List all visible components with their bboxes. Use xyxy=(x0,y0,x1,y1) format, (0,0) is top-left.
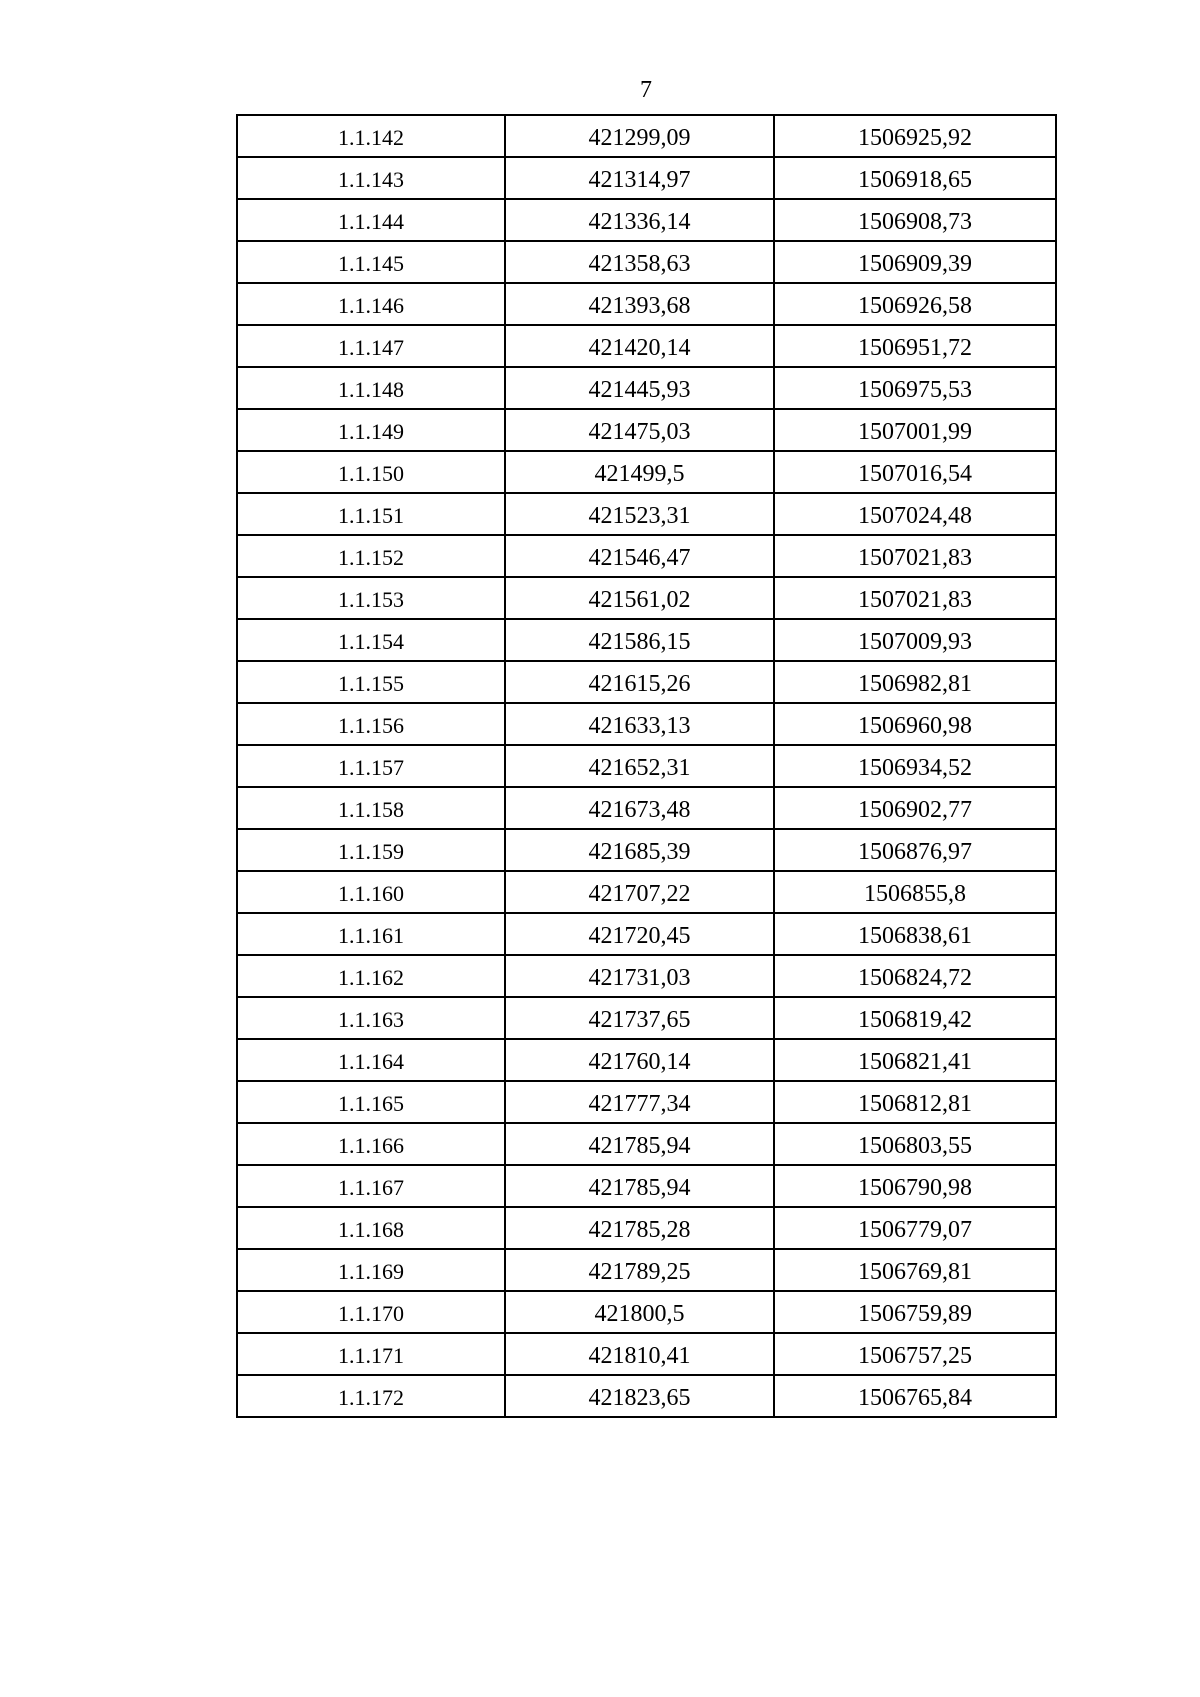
point-id-cell: 1.1.169 xyxy=(237,1249,505,1291)
x-coordinate-cell: 421737,65 xyxy=(505,997,774,1039)
table-row xyxy=(237,997,1056,1039)
point-id-cell: 1.1.170 xyxy=(237,1291,505,1333)
x-coordinate-cell: 421785,28 xyxy=(505,1207,774,1249)
y-coordinate-cell: 1506819,42 xyxy=(774,997,1056,1039)
table-row xyxy=(237,703,1056,745)
point-id-cell: 1.1.147 xyxy=(237,325,505,367)
x-coordinate-cell: 421445,93 xyxy=(505,367,774,409)
y-coordinate-cell: 1506812,81 xyxy=(774,1081,1056,1123)
table-row xyxy=(237,1081,1056,1123)
point-id-cell: 1.1.172 xyxy=(237,1375,505,1417)
y-coordinate-cell: 1506951,72 xyxy=(774,325,1056,367)
table-row xyxy=(237,619,1056,661)
x-coordinate-cell: 421707,22 xyxy=(505,871,774,913)
x-coordinate-cell: 421561,02 xyxy=(505,577,774,619)
y-coordinate-cell: 1507024,48 xyxy=(774,493,1056,535)
y-coordinate-cell: 1506960,98 xyxy=(774,703,1056,745)
point-id-cell: 1.1.157 xyxy=(237,745,505,787)
point-id-cell: 1.1.161 xyxy=(237,913,505,955)
point-id-cell: 1.1.156 xyxy=(237,703,505,745)
table-row xyxy=(237,157,1056,199)
table-row xyxy=(237,535,1056,577)
table-row xyxy=(237,1249,1056,1291)
y-coordinate-cell: 1506975,53 xyxy=(774,367,1056,409)
table-row xyxy=(237,493,1056,535)
table-row xyxy=(237,955,1056,997)
x-coordinate-cell: 421685,39 xyxy=(505,829,774,871)
x-coordinate-cell: 421823,65 xyxy=(505,1375,774,1417)
y-coordinate-cell: 1507009,93 xyxy=(774,619,1056,661)
y-coordinate-cell: 1506765,84 xyxy=(774,1375,1056,1417)
x-coordinate-cell: 421358,63 xyxy=(505,241,774,283)
table-row xyxy=(237,787,1056,829)
table-row xyxy=(237,1123,1056,1165)
x-coordinate-cell: 421420,14 xyxy=(505,325,774,367)
x-coordinate-cell: 421336,14 xyxy=(505,199,774,241)
point-id-cell: 1.1.142 xyxy=(237,115,505,157)
point-id-cell: 1.1.160 xyxy=(237,871,505,913)
table-row xyxy=(237,1375,1056,1417)
y-coordinate-cell: 1506838,61 xyxy=(774,913,1056,955)
point-id-cell: 1.1.149 xyxy=(237,409,505,451)
y-coordinate-cell: 1506909,39 xyxy=(774,241,1056,283)
y-coordinate-cell: 1506790,98 xyxy=(774,1165,1056,1207)
x-coordinate-cell: 421586,15 xyxy=(505,619,774,661)
y-coordinate-cell: 1506779,07 xyxy=(774,1207,1056,1249)
point-id-cell: 1.1.144 xyxy=(237,199,505,241)
y-coordinate-cell: 1506934,52 xyxy=(774,745,1056,787)
point-id-cell: 1.1.155 xyxy=(237,661,505,703)
point-id-cell: 1.1.166 xyxy=(237,1123,505,1165)
table-row xyxy=(237,199,1056,241)
table-row xyxy=(237,1291,1056,1333)
x-coordinate-cell: 421475,03 xyxy=(505,409,774,451)
table-row xyxy=(237,1039,1056,1081)
point-id-cell: 1.1.168 xyxy=(237,1207,505,1249)
point-id-cell: 1.1.163 xyxy=(237,997,505,1039)
x-coordinate-cell: 421299,09 xyxy=(505,115,774,157)
x-coordinate-cell: 421785,94 xyxy=(505,1165,774,1207)
x-coordinate-cell: 421760,14 xyxy=(505,1039,774,1081)
table-row xyxy=(237,409,1056,451)
table-row xyxy=(237,913,1056,955)
table-row xyxy=(237,745,1056,787)
y-coordinate-cell: 1506908,73 xyxy=(774,199,1056,241)
x-coordinate-cell: 421652,31 xyxy=(505,745,774,787)
table-row xyxy=(237,367,1056,409)
coordinates-table-body xyxy=(237,115,1056,1417)
y-coordinate-cell: 1507021,83 xyxy=(774,577,1056,619)
y-coordinate-cell: 1506926,58 xyxy=(774,283,1056,325)
point-id-cell: 1.1.165 xyxy=(237,1081,505,1123)
y-coordinate-cell: 1506982,81 xyxy=(774,661,1056,703)
x-coordinate-cell: 421810,41 xyxy=(505,1333,774,1375)
point-id-cell: 1.1.153 xyxy=(237,577,505,619)
table-row xyxy=(237,577,1056,619)
point-id-cell: 1.1.154 xyxy=(237,619,505,661)
y-coordinate-cell: 1507021,83 xyxy=(774,535,1056,577)
point-id-cell: 1.1.148 xyxy=(237,367,505,409)
point-id-cell: 1.1.146 xyxy=(237,283,505,325)
y-coordinate-cell: 1507016,54 xyxy=(774,451,1056,493)
table-row xyxy=(237,829,1056,871)
y-coordinate-cell: 1506925,92 xyxy=(774,115,1056,157)
point-id-cell: 1.1.171 xyxy=(237,1333,505,1375)
x-coordinate-cell: 421789,25 xyxy=(505,1249,774,1291)
page-number: 7 xyxy=(640,77,652,103)
table-row xyxy=(237,871,1056,913)
x-coordinate-cell: 421393,68 xyxy=(505,283,774,325)
point-id-cell: 1.1.145 xyxy=(237,241,505,283)
point-id-cell: 1.1.151 xyxy=(237,493,505,535)
x-coordinate-cell: 421777,34 xyxy=(505,1081,774,1123)
x-coordinate-cell: 421615,26 xyxy=(505,661,774,703)
x-coordinate-cell: 421673,48 xyxy=(505,787,774,829)
y-coordinate-cell: 1506759,89 xyxy=(774,1291,1056,1333)
x-coordinate-cell: 421800,5 xyxy=(505,1291,774,1333)
table-row xyxy=(237,283,1056,325)
table-row xyxy=(237,325,1056,367)
x-coordinate-cell: 421633,13 xyxy=(505,703,774,745)
y-coordinate-cell: 1506769,81 xyxy=(774,1249,1056,1291)
point-id-cell: 1.1.158 xyxy=(237,787,505,829)
table-row xyxy=(237,1165,1056,1207)
x-coordinate-cell: 421720,45 xyxy=(505,913,774,955)
table-row xyxy=(237,241,1056,283)
x-coordinate-cell: 421499,5 xyxy=(505,451,774,493)
point-id-cell: 1.1.159 xyxy=(237,829,505,871)
coordinates-table xyxy=(236,114,1057,1418)
y-coordinate-cell: 1506902,77 xyxy=(774,787,1056,829)
table-row xyxy=(237,451,1056,493)
table-row xyxy=(237,115,1056,157)
x-coordinate-cell: 421546,47 xyxy=(505,535,774,577)
y-coordinate-cell: 1507001,99 xyxy=(774,409,1056,451)
x-coordinate-cell: 421314,97 xyxy=(505,157,774,199)
y-coordinate-cell: 1506855,8 xyxy=(774,871,1056,913)
y-coordinate-cell: 1506918,65 xyxy=(774,157,1056,199)
x-coordinate-cell: 421731,03 xyxy=(505,955,774,997)
point-id-cell: 1.1.150 xyxy=(237,451,505,493)
table-row xyxy=(237,661,1056,703)
y-coordinate-cell: 1506821,41 xyxy=(774,1039,1056,1081)
y-coordinate-cell: 1506876,97 xyxy=(774,829,1056,871)
point-id-cell: 1.1.152 xyxy=(237,535,505,577)
point-id-cell: 1.1.143 xyxy=(237,157,505,199)
x-coordinate-cell: 421785,94 xyxy=(505,1123,774,1165)
point-id-cell: 1.1.167 xyxy=(237,1165,505,1207)
y-coordinate-cell: 1506757,25 xyxy=(774,1333,1056,1375)
y-coordinate-cell: 1506803,55 xyxy=(774,1123,1056,1165)
y-coordinate-cell: 1506824,72 xyxy=(774,955,1056,997)
table-row xyxy=(237,1333,1056,1375)
point-id-cell: 1.1.162 xyxy=(237,955,505,997)
point-id-cell: 1.1.164 xyxy=(237,1039,505,1081)
x-coordinate-cell: 421523,31 xyxy=(505,493,774,535)
table-row xyxy=(237,1207,1056,1249)
